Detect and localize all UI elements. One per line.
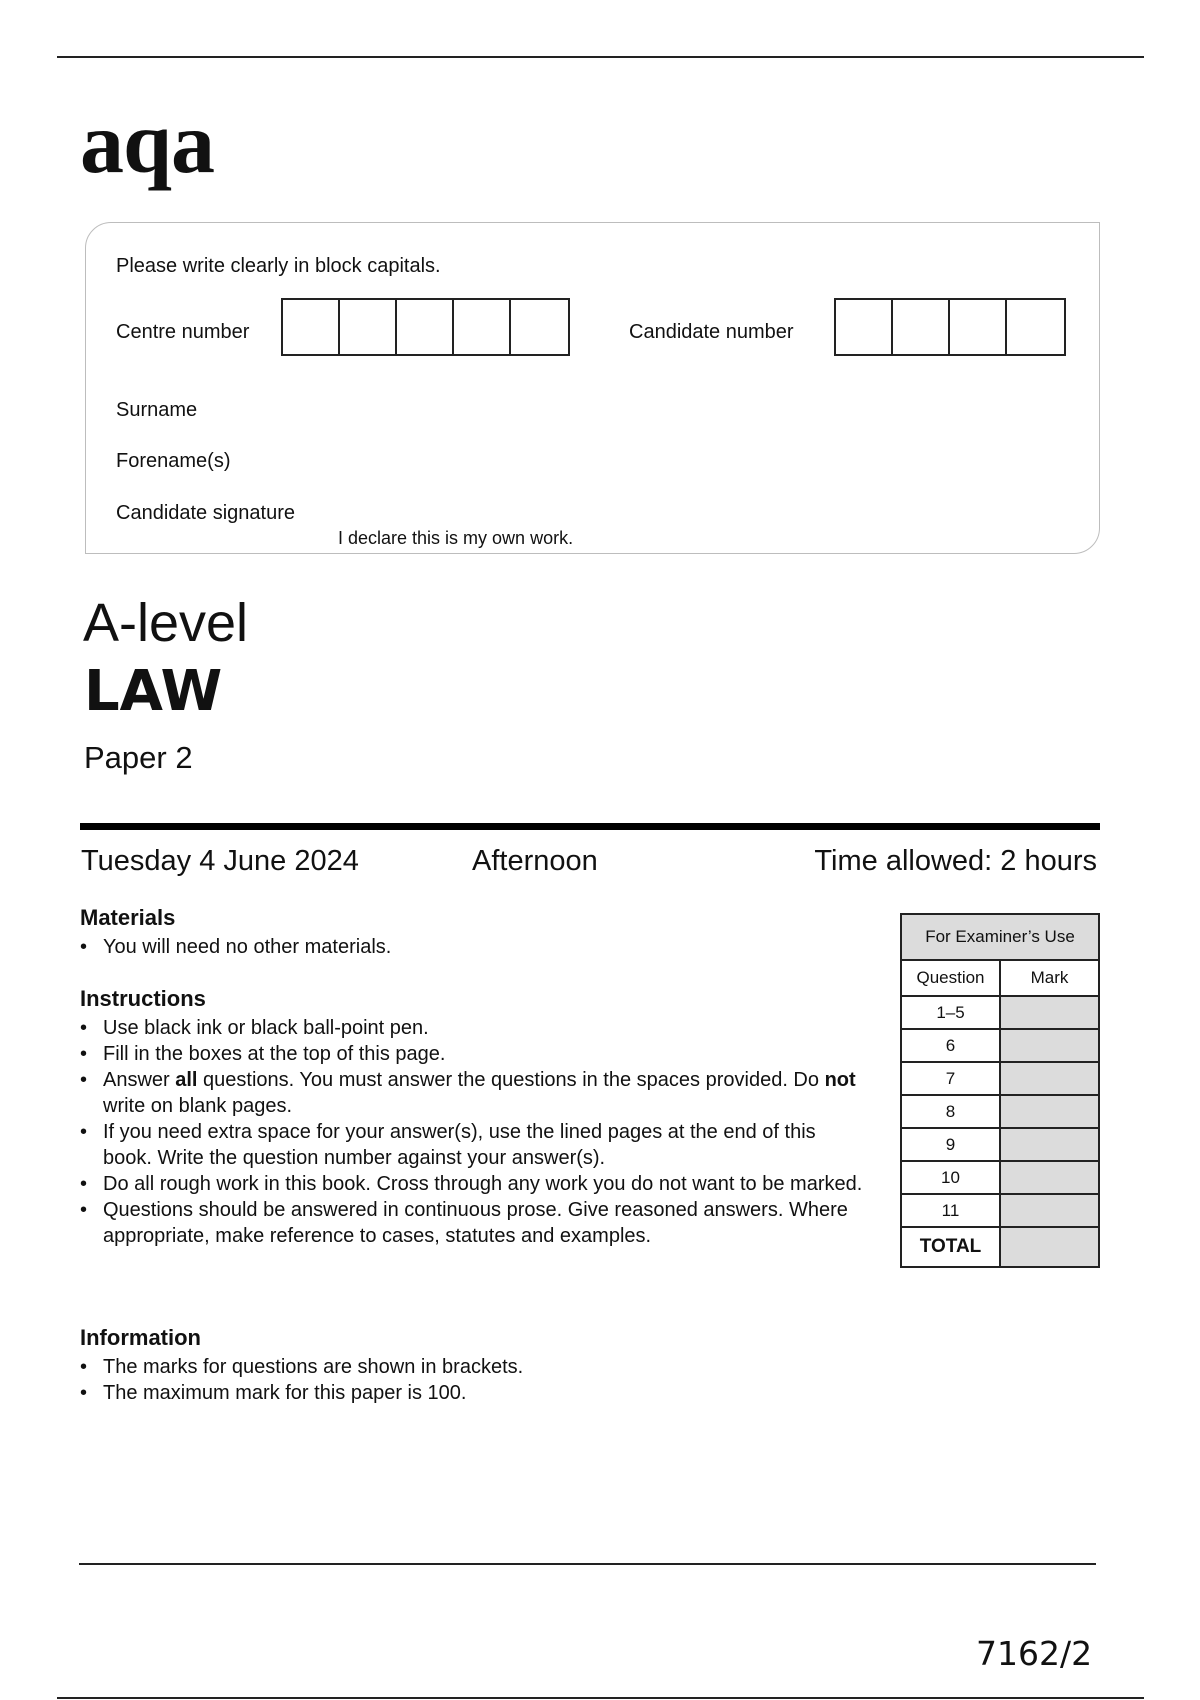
question-number: 9 <box>901 1128 1000 1161</box>
list-item <box>80 1197 870 1249</box>
mark-column-header: Mark <box>1000 960 1099 996</box>
examiner-use-table <box>900 913 1100 1268</box>
list-item <box>80 1041 870 1067</box>
list-item-text: Do all rough work in this book. Cross through any work you do not want to be marked. <box>103 1173 863 1195</box>
list-item-text: Questions should be answered in continuous prose. Give reasoned answers. Where appropriate, make reference to cases, statutes and examples. <box>103 1199 848 1247</box>
title-divider <box>80 823 1100 830</box>
footer-rule <box>79 1563 1096 1565</box>
total-row <box>901 1227 1099 1267</box>
table-row <box>901 1161 1099 1194</box>
question-number: 6 <box>901 1029 1000 1062</box>
paper-code: 7162/2 <box>976 1634 1093 1673</box>
subject-title: LAW <box>84 659 223 724</box>
centre-number-digit[interactable] <box>340 300 397 354</box>
candidate-number-digit[interactable] <box>1007 300 1064 354</box>
aqa-logo: aqa <box>80 95 214 192</box>
candidate-number-boxes[interactable] <box>834 298 1066 356</box>
instructions-list <box>80 1015 870 1249</box>
table-row <box>901 1062 1099 1095</box>
emphasis-all: all <box>175 1069 198 1091</box>
bottom-rule <box>57 1697 1144 1699</box>
centre-number-digit[interactable] <box>283 300 340 354</box>
table-row <box>901 1128 1099 1161</box>
table-row <box>901 1029 1099 1062</box>
mark-cell <box>1000 1161 1099 1194</box>
candidate-number-digit[interactable] <box>836 300 893 354</box>
list-item-text: If you need extra space for your answer(s), use the lined pages at the end of this book. Write the question number against your answer(s). <box>103 1121 816 1169</box>
list-item <box>80 1015 870 1041</box>
list-item-text: Fill in the boxes at the top of this page. <box>103 1043 446 1065</box>
total-label: TOTAL <box>901 1227 1000 1267</box>
question-number: 10 <box>901 1161 1000 1194</box>
candidate-number-digit[interactable] <box>950 300 1007 354</box>
centre-number-digit[interactable] <box>511 300 568 354</box>
surname-label: Surname <box>116 399 198 421</box>
mark-cell <box>1000 996 1099 1029</box>
qualification-level: A-level <box>83 593 249 653</box>
candidate-number-digit[interactable] <box>893 300 950 354</box>
mark-cell <box>1000 1095 1099 1128</box>
list-item <box>80 1119 870 1171</box>
list-item <box>80 1171 870 1197</box>
mark-cell <box>1000 1194 1099 1227</box>
time-allowed: Time allowed: 2 hours <box>814 845 1097 877</box>
total-mark-cell <box>1000 1227 1099 1267</box>
list-item: • You will need no other materials. <box>80 934 870 960</box>
question-number: 7 <box>901 1062 1000 1095</box>
candidate-number-label: Candidate number <box>629 321 794 343</box>
materials-heading: Materials <box>80 905 176 930</box>
examiner-table-title: For Examiner’s Use <box>901 914 1099 960</box>
forenames-label: Forename(s) <box>116 450 231 472</box>
information-section <box>80 1327 870 1406</box>
list-item-text: Use black ink or black ball-point pen. <box>103 1017 429 1039</box>
information-list <box>80 1354 870 1406</box>
mark-cell <box>1000 1029 1099 1062</box>
mark-cell <box>1000 1128 1099 1161</box>
list-item: • The marks for questions are shown in brackets. <box>80 1354 870 1380</box>
instructions-section <box>80 988 870 1249</box>
signature-label: Candidate signature <box>116 502 296 524</box>
list-item-text: Answer <box>103 1069 176 1091</box>
candidate-details-box <box>85 222 1100 554</box>
materials-list <box>80 934 870 960</box>
exam-session: Afternoon <box>472 845 598 877</box>
top-rule <box>57 56 1144 58</box>
list-item-text: questions. You must answer the questions in the spaces provided. Do <box>197 1069 825 1091</box>
mark-cell <box>1000 1062 1099 1095</box>
centre-number-digit[interactable] <box>397 300 454 354</box>
exam-date: Tuesday 4 June 2024 <box>81 845 359 877</box>
list-item <box>80 1067 870 1119</box>
declaration-text: I declare this is my own work. <box>338 528 574 548</box>
paper-number: Paper 2 <box>84 740 193 775</box>
list-item-text: write on blank pages. <box>103 1095 293 1117</box>
question-number: 8 <box>901 1095 1000 1128</box>
instructions-heading: Instructions <box>80 986 206 1011</box>
list-item: • The maximum mark for this paper is 100. <box>80 1380 870 1406</box>
centre-number-digit[interactable] <box>454 300 511 354</box>
table-row <box>901 996 1099 1029</box>
block-capitals-instruction: Please write clearly in block capitals. <box>116 255 441 277</box>
question-column-header: Question <box>901 960 1000 996</box>
table-row <box>901 1095 1099 1128</box>
centre-number-boxes[interactable] <box>281 298 570 356</box>
centre-number-label: Centre number <box>116 321 250 343</box>
table-row <box>901 1194 1099 1227</box>
question-number: 11 <box>901 1194 1000 1227</box>
emphasis-not: not <box>824 1069 856 1091</box>
materials-section <box>80 907 870 960</box>
question-number: 1–5 <box>901 996 1000 1029</box>
information-heading: Information <box>80 1325 201 1350</box>
